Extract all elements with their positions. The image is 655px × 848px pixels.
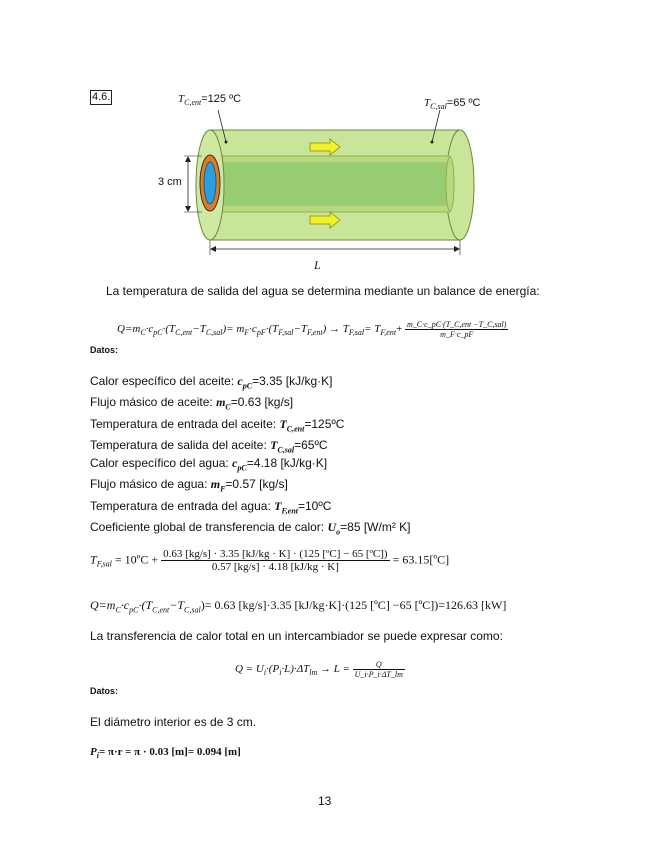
length-label: L [314,258,321,272]
q-equation: $Q=m_C\cdot c_{pC}\cdot(T_{C,ent}-T_{C,sal})= 0.63$ [kg/s]·3.35 [kJ/kg·K]·(125 [ºC] −65 [ºC])=126.63 [kW] [90,598,507,615]
problem-number-label: 4.6. [92,91,111,103]
data-line-oil-tin: Temperatura de entrada del aceite: $T_{C,ent}=125ºC$ [90,416,345,434]
tube-blue-core [204,162,216,204]
perimeter-equation: $P_i= \pi\cdot r = \pi \cdot 0.03$ [m]= 0.094 [m] [90,746,241,761]
tf-sal-equation: $T_{F,sal}$ = 10ºC + $\frac{\text{0.63 [kg/s] · 3.35 [kJ/kg · K] · (125 [ºC] − 65 [ºC])}}{0.57 [kg/s] \cdot 4.18 [kJ/kg \cdot K]}$ = 63.15[ºC] [90,548,450,573]
data-line-oil-tout: Temperatura de salida del aceite: $T_{C,sal}=65ºC$ [90,438,328,455]
data-block-oil [90,373,344,459]
eq2-fraction: $\frac{\text{0.63 [kg/s] · 3.35 [kJ/kg · K] · (125 [ºC] − 65 [ºC])}}{0.57 [kg/s] \cdot 4.18 [kJ/kg \cdot K]}$ [163,548,388,573]
transfer-text: La transferencia de calor total en un intercambiador se puede expresar como: [90,629,503,643]
datos-heading-1: Datos: [90,345,119,355]
diameter-text: El diámetro interior es de 3 cm. [90,715,257,729]
inner-tube-end [446,157,454,211]
inner-tube-core [216,162,448,206]
data-block-water [90,455,411,541]
intro-text: La temperatura de salida del agua se determina mediante un balance de energía: [106,284,540,298]
energy-balance-equation: $Q=m_C\cdot c_{pC}\cdot(T_{C,ent}-T_{C,sal})= m_F\cdot c_{pF}\cdot(T_{F,sal}-T_{F,ent}) \to T_{F,sal}= T_{F,ent}+$ $\frac{\text{m\_C·c\_pC·(T\_C,ent −T\_C,sal)}}{m\_F\cdot c\_pF}$ [117,320,507,339]
page-number: 13 [318,794,332,808]
heat-exchanger-svg [150,90,510,270]
data-line-overall-u: Coeficiente global de transferencia de calor: $U_o=85$ [W/m² K] [90,520,411,537]
data-line-water-mass-flow: Flujo másico de agua: $m_F=0.57$ [kg/s] [90,477,288,494]
data-line-water-cp: Calor específico del agua: $c_{pC}=4.18$ [kJ/kg·K] [90,456,328,473]
data-line-oil-mass-flow: Flujo másico de aceite: $m_C=0.63$ [kg/s] [90,395,294,412]
data-line-water-tin: Temperatura de entrada del agua: $T_{F,ent}=10ºC$ [90,498,332,516]
eq4-fraction: $\frac{Q}{U\_i\cdot P\_i\cdot\Delta T\_lm}$ [354,660,403,679]
diameter-label: 3 cm [158,176,182,188]
tc-ent-label: $T_{C,ent}=125$ ºC [178,93,242,108]
tc-sal-label: $T_{C,sal}=65$ ºC [424,97,481,112]
datos-heading-2: Datos: [90,686,119,696]
lmtd-equation: $Q = U_i\cdot(P_i\cdot L)\cdot\Delta T_{lm} \to L$ = $\frac{Q}{U\_i\cdot P\_i\cdot\Delta T\_lm}$ [235,660,403,679]
data-line-oil-cp: Calor específico del aceite: $c_{pC}=3.35$ [kJ/kg·K] [90,374,333,391]
eq1-fraction: $\frac{\text{m\_C·c\_pC·(T\_C,ent −T\_C,sal)}}{m\_F\cdot c\_pF}$ [407,320,507,339]
heat-exchanger-diagram [150,90,510,270]
